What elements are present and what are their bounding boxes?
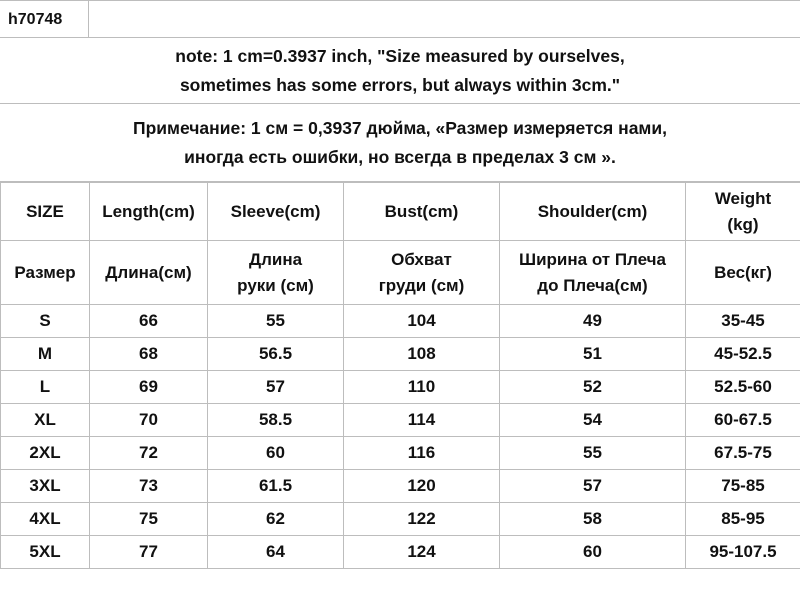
cell-length: 77 (90, 536, 208, 569)
cell-weight: 85-95 (686, 503, 800, 536)
header-weight-ru: Вес(кг) (686, 241, 800, 305)
cell-shoulder: 55 (500, 437, 686, 470)
cell-weight: 75-85 (686, 470, 800, 503)
cell-length: 72 (90, 437, 208, 470)
product-code-row (0, 0, 800, 38)
table-row (1, 536, 800, 569)
cell-bust: 124 (344, 536, 500, 569)
cell-bust: 104 (344, 305, 500, 338)
cell-sleeve: 55 (208, 305, 344, 338)
cell-shoulder: 60 (500, 536, 686, 569)
header-length-ru: Длина(см) (90, 241, 208, 305)
cell-bust: 120 (344, 470, 500, 503)
cell-bust: 108 (344, 338, 500, 371)
header-bust: Bust(cm) (344, 183, 500, 241)
cell-size: 5XL (1, 536, 90, 569)
table-row (1, 338, 800, 371)
header-shoulder: Shoulder(cm) (500, 183, 686, 241)
table-row (1, 437, 800, 470)
header-size-ru: Размер (1, 241, 90, 305)
cell-bust: 114 (344, 404, 500, 437)
header-row-russian (1, 241, 800, 305)
cell-shoulder: 52 (500, 371, 686, 404)
cell-shoulder: 51 (500, 338, 686, 371)
cell-sleeve: 64 (208, 536, 344, 569)
cell-length: 75 (90, 503, 208, 536)
cell-size: L (1, 371, 90, 404)
header-size: SIZE (1, 183, 90, 241)
note-russian-line-2: иногда есть ошибки, но всегда в пределах 3 см ». (184, 146, 616, 167)
cell-size: 2XL (1, 437, 90, 470)
cell-length: 68 (90, 338, 208, 371)
table-row (1, 503, 800, 536)
cell-shoulder: 57 (500, 470, 686, 503)
cell-weight: 45-52.5 (686, 338, 800, 371)
cell-size: M (1, 338, 90, 371)
cell-shoulder: 58 (500, 503, 686, 536)
table-row (1, 305, 800, 338)
cell-weight: 52.5-60 (686, 371, 800, 404)
cell-shoulder: 54 (500, 404, 686, 437)
table-row (1, 470, 800, 503)
cell-length: 73 (90, 470, 208, 503)
cell-shoulder: 49 (500, 305, 686, 338)
header-bust-ru: Обхват груди (см) (344, 241, 500, 305)
cell-sleeve: 61.5 (208, 470, 344, 503)
header-sleeve: Sleeve(cm) (208, 183, 344, 241)
note-english (0, 38, 800, 104)
cell-weight: 95-107.5 (686, 536, 800, 569)
cell-bust: 122 (344, 503, 500, 536)
cell-sleeve: 60 (208, 437, 344, 470)
product-code: h70748 (0, 1, 89, 38)
header-row-english (1, 183, 800, 241)
size-table (0, 182, 800, 569)
note-english-line-1: note: 1 cm=0.3937 inch, "Size measured by ourselves, (175, 45, 625, 66)
cell-weight: 35-45 (686, 305, 800, 338)
cell-length: 69 (90, 371, 208, 404)
cell-sleeve: 57 (208, 371, 344, 404)
note-english-line-2: sometimes has some errors, but always within 3cm." (179, 74, 621, 95)
cell-weight: 60-67.5 (686, 404, 800, 437)
cell-length: 70 (90, 404, 208, 437)
header-sleeve-ru: Длина руки (см) (208, 241, 344, 305)
note-russian (0, 104, 800, 182)
table-row (1, 371, 800, 404)
note-russian-line-1: Примечание: 1 см = 0,3937 дюйма, «Размер измеряется нами, (133, 117, 667, 138)
cell-size: XL (1, 404, 90, 437)
cell-sleeve: 56.5 (208, 338, 344, 371)
cell-size: 3XL (1, 470, 90, 503)
cell-weight: 67.5-75 (686, 437, 800, 470)
cell-sleeve: 62 (208, 503, 344, 536)
table-row (1, 404, 800, 437)
header-weight: Weight (kg) (686, 183, 800, 241)
cell-length: 66 (90, 305, 208, 338)
cell-sleeve: 58.5 (208, 404, 344, 437)
header-length: Length(cm) (90, 183, 208, 241)
cell-size: 4XL (1, 503, 90, 536)
cell-bust: 116 (344, 437, 500, 470)
cell-bust: 110 (344, 371, 500, 404)
header-shoulder-ru: Ширина от Плеча до Плеча(см) (500, 241, 686, 305)
cell-size: S (1, 305, 90, 338)
